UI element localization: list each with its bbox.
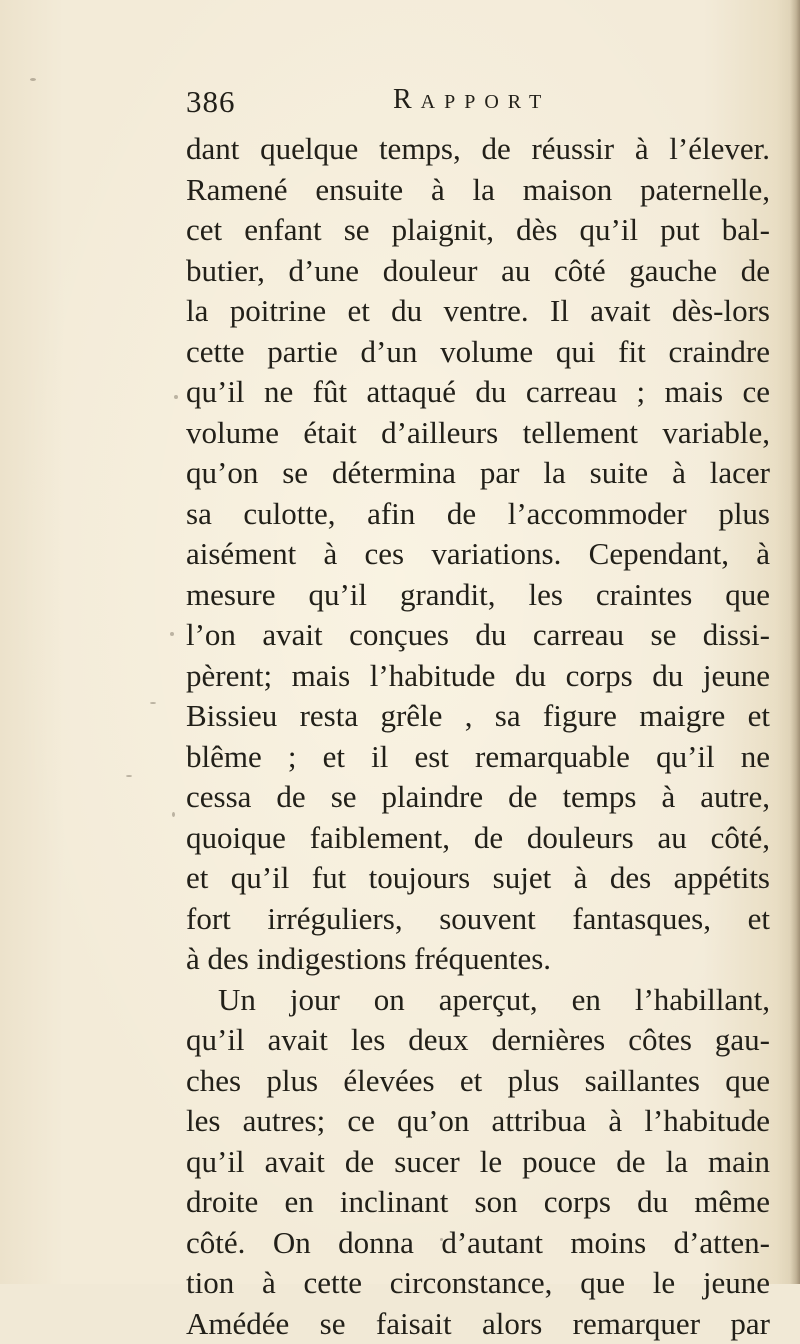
paper-speck [170,632,174,636]
text-line: aisément à ces variations. Cependant, à [186,534,770,575]
text-line: mesure qu’il grandit, les craintes que [186,575,770,616]
body-text [186,129,770,1344]
paper-speck [126,775,132,777]
paper-speck [30,78,36,81]
text-line: ches plus élevées et plus saillantes que [186,1061,770,1102]
text-line: volume était d’ailleurs tellement variable, [186,413,770,454]
text-line: sa culotte, afin de l’accommoder plus [186,494,770,535]
text-line: qu’il ne fût attaqué du carreau ; mais ce [186,372,770,413]
text-line: et qu’il fut toujours sujet à des appétits [186,858,770,899]
text-line: blême ; et il est remarquable qu’il ne [186,737,770,778]
text-line: qu’on se détermina par la suite à lacer [186,453,770,494]
text-line: fort irréguliers, souvent fantasques, et [186,899,770,940]
paper-speck [174,395,178,399]
paper-speck [172,812,175,817]
paragraph-start-line: Un jour on aperçut, en l’habillant, [186,980,770,1021]
text-line: Bissieu resta grêle , sa figure maigre et [186,696,770,737]
paper-speck [150,702,156,704]
running-head: Rapport [393,84,550,116]
page-edge-shadow [790,0,800,1284]
paper-speck [440,1238,443,1241]
text-line: la poitrine et du ventre. Il avait dès-lors [186,291,770,332]
text-line: les autres; ce qu’on attribua à l’habitude [186,1101,770,1142]
text-line: droite en inclinant son corps du même [186,1182,770,1223]
text-line: butier, d’une douleur au côté gauche de [186,251,770,292]
text-line: cette partie d’un volume qui fit craindre [186,332,770,373]
text-line: Ramené ensuite à la maison paternelle, [186,170,770,211]
text-line: qu’il avait les deux dernières côtes gau- [186,1020,770,1061]
text-line: qu’il avait de sucer le pouce de la main [186,1142,770,1183]
text-line: tion à cette circonstance, que le jeune [186,1263,770,1304]
paragraph-end-line: à des indigestions fréquentes. [186,939,770,980]
text-line: cessa de se plaindre de temps à autre, [186,777,770,818]
text-line: dant quelque temps, de réussir à l’élever. [186,129,770,170]
text-line: pèrent; mais l’habitude du corps du jeune [186,656,770,697]
text-line: côté. On donna d’autant moins d’atten- [186,1223,770,1264]
text-line: quoique faiblement, de douleurs au côté, [186,818,770,859]
page-header [186,84,776,124]
text-line: l’on avait conçues du carreau se dissi- [186,615,770,656]
text-line: Amédée se faisait alors remarquer par [186,1304,770,1344]
page-number: 386 [186,84,236,120]
text-line: cet enfant se plaignit, dès qu’il put bal- [186,210,770,251]
